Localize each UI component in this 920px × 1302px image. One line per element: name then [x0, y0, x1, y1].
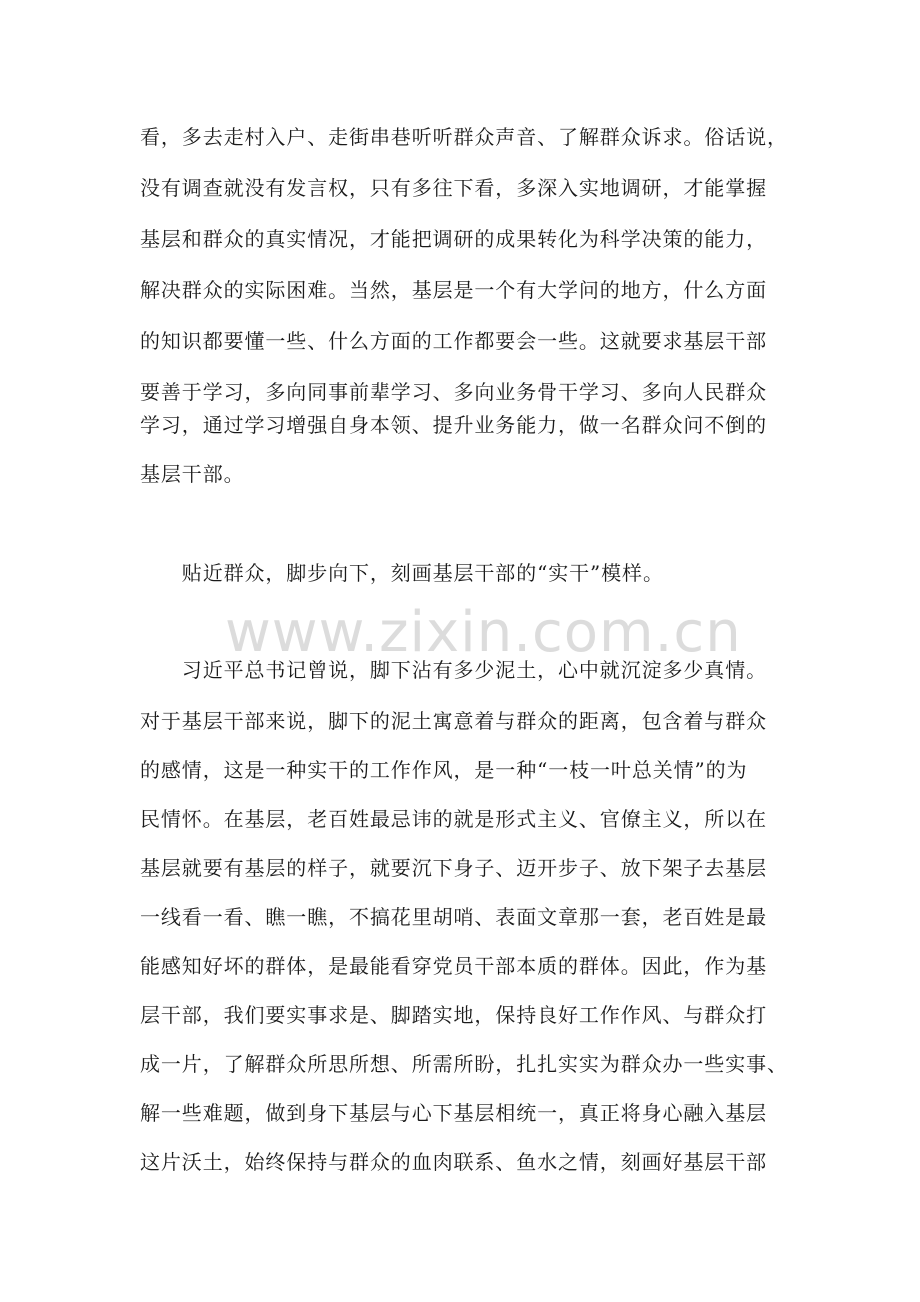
text-line: 的知识都要懂一些、什么方面的工作都要会一些。这就要求基层干部	[140, 329, 767, 353]
text-line: 学习，通过学习增强自身本领、提升业务能力，做一名群众问不倒的	[140, 413, 767, 437]
text-line: 能感知好坏的群体，是最能看穿党员干部本质的群体。因此，作为基	[140, 954, 767, 978]
text-line: 成一片，了解群众所思所想、所需所盼，扎扎实实为群众办一些实事、	[140, 1052, 788, 1076]
text-line: 习近平总书记曾说，脚下沾有多少泥土，心中就沉淀多少真情。	[140, 658, 767, 682]
text-line: 基层和群众的真实情况，才能把调研的成果转化为科学决策的能力，	[140, 227, 767, 251]
text-line: 对于基层干部来说，脚下的泥土寓意着与群众的距离，包含着与群众	[140, 709, 767, 733]
text-line: 民情怀。在基层，老百姓最忌讳的就是形式主义、官僚主义，所以在	[140, 807, 767, 831]
text-line: 层干部，我们要实事求是、脚踏实地，保持良好工作作风、与群众打	[140, 1003, 767, 1027]
text-line: 看，多去走村入户、走街串巷听听群众声音、了解群众诉求。俗话说，	[140, 125, 788, 149]
text-line: 基层干部。	[140, 462, 245, 486]
watermark: www.zixin.com.cn	[225, 600, 742, 665]
text-line: 解一些难题，做到身下基层与心下基层相统一，真正将身心融入基层	[140, 1101, 767, 1125]
text-line: 这片沃土，始终保持与群众的血肉联系、鱼水之情，刻画好基层干部	[140, 1150, 767, 1174]
text-line: 解决群众的实际困难。当然，基层是一个有大学问的地方，什么方面	[140, 278, 767, 302]
text-line: 没有调查就没有发言权，只有多往下看，多深入实地调研，才能掌握	[140, 176, 767, 200]
text-line: 基层就要有基层的样子，就要沉下身子、迈开步子、放下架子去基层	[140, 856, 767, 880]
section-heading: 贴近群众，脚步向下，刻画基层干部的“实干”模样。	[140, 561, 664, 585]
text-line: 要善于学习，多向同事前辈学习、多向业务骨干学习、多向人民群众	[140, 380, 767, 404]
text-line: 的感情，这是一种实干的工作作风，是一种“一枝一叶总关情”的为	[140, 758, 748, 782]
text-line: 一线看一看、瞧一瞧，不搞花里胡哨、表面文章那一套，老百姓是最	[140, 905, 767, 929]
